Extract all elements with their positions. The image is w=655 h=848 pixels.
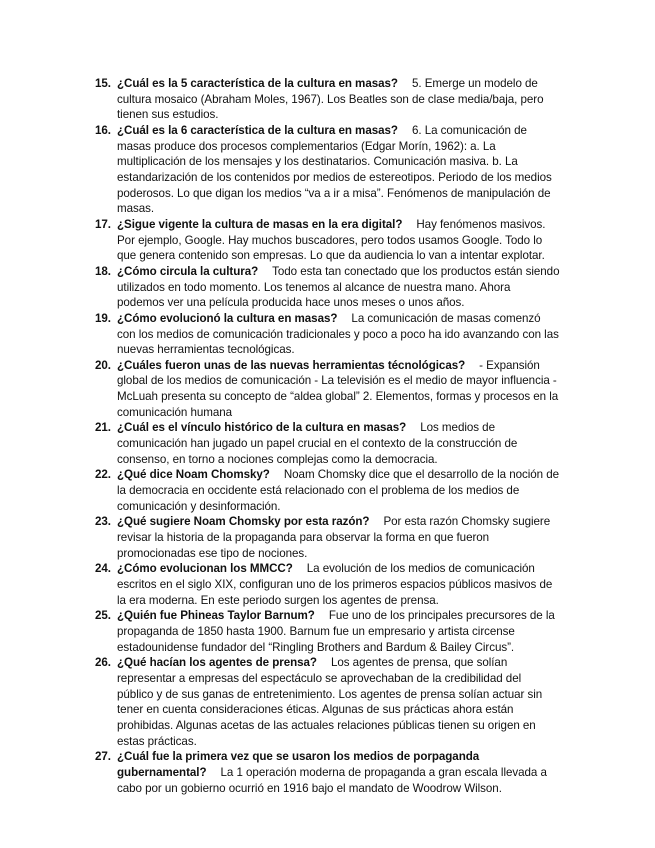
question: ¿Cómo evolucionan los MMCC? — [117, 562, 293, 576]
answer: La comunicación de masas comenzó con los medios de comunicación tradicionales y poco a poco ha ido avanzando con las nuevas herramientas tecnológicas. — [117, 311, 559, 357]
question: ¿Cuáles fueron unas de las nuevas herramientas técnológicas? — [117, 358, 466, 372]
list-item — [90, 749, 560, 796]
list-item — [90, 561, 560, 608]
answer: 5. Emerge un modelo de cultura mosaico (Abraham Moles, 1967). Los Beatles son de clase media/baja, pero tienen sus estudios. — [117, 77, 544, 122]
answer: Noam Chomsky dice que el desarrollo de la noción de la democracia en occidente está relacionado con el problema de los medios de comunicación y desinformación. — [117, 468, 560, 513]
question: ¿Cuál es la 5 característica de la cultura en masas? — [117, 77, 398, 90]
item-number: 17. — [95, 217, 111, 231]
list-item — [90, 264, 560, 311]
answer: Todo esta tan conectado que los productos están siendo utilizados en todo momento. Los tenemos al alcance de nuestra mano. Ahora podemos ver una película producida hace unos meses o unos años. — [117, 264, 560, 310]
list-item — [90, 358, 560, 421]
answer: Los agentes de prensa, que solían representar a empresas del espectáculo se aprovechaban de la credibilidad del público y de sus ganas de entretenimiento. Los agentes de prensa solían actuar sin tener en cuenta consideraciones éticas. Algunas de sus prácticas ahora están prohibidas. Algunas acetas de las actuales relaciones públicas tienen su origen en estas prácticas. — [117, 656, 543, 748]
item-number: 24. — [95, 562, 111, 576]
answer: Por esta razón Chomsky sugiere revisar la historia de la propaganda para observar la forma en que fueron promocionadas ese tipo de nociones. — [117, 515, 551, 560]
list-item — [90, 655, 560, 749]
answer: - Expansión global de los medios de comunicación - La televisión es el medio de mayor influencia - McLuah presenta su concepto de “aldea global” 2. Elementos, formas y procesos en la comunicación humana — [117, 358, 559, 419]
item-number: 21. — [95, 421, 111, 435]
question: ¿Cuál es el vínculo histórico de la cultura en masas? — [117, 421, 407, 435]
question: ¿Qué hacían los agentes de prensa? — [117, 656, 317, 670]
question: ¿Quién fue Phineas Taylor Barnum? — [117, 609, 315, 623]
question: ¿Cómo evolucionó la cultura en masas? — [117, 311, 338, 325]
list-item — [90, 420, 560, 467]
list-item — [90, 217, 560, 264]
list-item — [90, 467, 560, 514]
item-number: 19. — [95, 311, 111, 325]
question: ¿Qué dice Noam Chomsky? — [117, 468, 270, 482]
answer: La evolución de los medios de comunicación escritos en el siglo XIX, configuran uno de los primeros espacios públicos masivos de la era moderna. En este periodo surgen los agentes de prensa. — [117, 562, 553, 607]
question: ¿Cómo circula la cultura? — [117, 264, 259, 278]
item-number: 16. — [95, 123, 111, 137]
answer: La 1 operación moderna de propaganda a gran escala llevada a cabo por un gobierno ocurrió en 1916 bajo el mandato de Woodrow Wilson. — [117, 765, 547, 795]
list-item — [90, 123, 560, 217]
answer: 6. La comunicación de masas produce dos procesos complementarios (Edgar Morín, 1962): a. La multiplicación de los mensajes y los destinatarios. Comunicación masiva. b. La estandarización de los contenidos por medios de estereotipos. Periodo de los medios poderosos. Lo que digan los medios “va a ir a misa”. Fenómenos de manipulación de masas. — [117, 123, 552, 216]
question: ¿Qué sugiere Noam Chomsky por esta razón? — [117, 515, 370, 529]
question: ¿Cuál es la 6 característica de la cultura en masas? — [117, 123, 398, 137]
item-number: 18. — [95, 264, 111, 278]
item-number: 23. — [95, 515, 111, 529]
question: ¿Cuál fue la primera vez que se usaron los medios de porpaganda gubernamental? — [117, 750, 480, 779]
question-list — [90, 76, 560, 796]
answer: Hay fenómenos masivos. Por ejemplo, Google. Hay muchos buscadores, pero todos usamos Google. Todo lo que genera contenido son empresas. Lo que da audiencia lo van a intentar explotar. — [117, 217, 546, 263]
list-item — [90, 514, 560, 561]
item-number: 15. — [95, 77, 111, 90]
item-number: 22. — [95, 468, 111, 482]
item-number: 26. — [95, 656, 111, 670]
answer: Fue uno de los principales precursores de la propaganda de 1850 hasta 1900. Barnum fue un empresario y artista circense estadounidense fundador del “Ringling Brothers and Bardum & Bailey Circus”. — [117, 609, 555, 654]
question: ¿Sigue vigente la cultura de masas en la era digital? — [117, 217, 403, 231]
list-item — [90, 311, 560, 358]
list-item — [90, 608, 560, 655]
answer: Los medios de comunicación han jugado un papel crucial en el contexto de la construcción de consenso, en torno a nociones complejas como la democracia. — [117, 421, 518, 466]
list-item — [90, 76, 560, 123]
item-number: 27. — [95, 750, 111, 764]
item-number: 20. — [95, 358, 111, 372]
item-number: 25. — [95, 609, 111, 623]
